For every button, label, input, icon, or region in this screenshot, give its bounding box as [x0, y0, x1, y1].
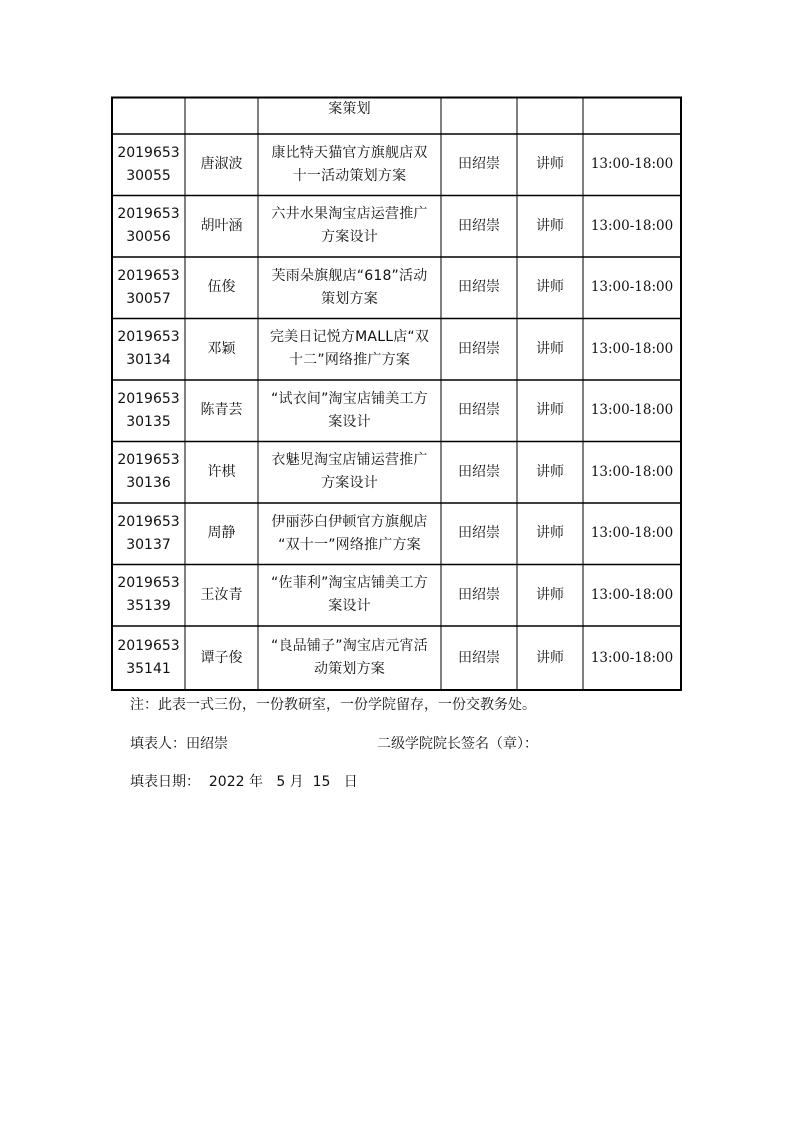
- thesis-title-line: “良品铺子”淘宝店元宵活: [271, 638, 428, 654]
- form-filler: 填表人：田绍崇: [130, 736, 228, 752]
- continuation-title-line: 案策划: [328, 100, 371, 117]
- student-id-line: 30055: [126, 167, 171, 184]
- student-id-line: 30137: [126, 536, 171, 553]
- student-id-cell: [112, 380, 185, 441]
- advisor-rank-cell: 讲师: [536, 525, 564, 541]
- advisor-cell: 田绍崇: [458, 525, 500, 541]
- student-name-cell: 王汝青: [200, 586, 243, 603]
- thesis-title-cell: [258, 319, 441, 380]
- student-name-cell: 唐淑波: [200, 156, 243, 172]
- thesis-title-line: 方案设计: [321, 229, 378, 245]
- student-id-line: 30057: [126, 290, 171, 307]
- student-id-cell: [112, 196, 185, 257]
- advisor-cell: 田绍崇: [458, 156, 500, 172]
- student-id-line: 2019653: [117, 144, 180, 161]
- thesis-title-line: “佐菲利”淘宝店铺美工方: [271, 575, 428, 591]
- student-id-line: 35139: [126, 598, 171, 614]
- thesis-title-cell: [258, 134, 441, 195]
- student-id-cell: [112, 257, 185, 318]
- defense-time-cell: 13:00-18:00: [590, 279, 674, 295]
- student-id-cell: [112, 319, 185, 380]
- student-id-cell: [112, 442, 185, 503]
- defense-time-cell: 13:00-18:00: [590, 525, 674, 541]
- advisor-cell: 田绍崇: [458, 463, 500, 480]
- advisor-rank-cell: 讲师: [536, 463, 564, 480]
- student-name-cell: 陈青芸: [200, 402, 243, 418]
- thesis-title-line: 策划方案: [321, 290, 378, 307]
- advisor-rank-cell: 讲师: [536, 402, 564, 418]
- student-id-line: 30135: [126, 413, 171, 430]
- student-id-line: 2019653: [117, 206, 180, 222]
- advisor-rank-cell: 讲师: [536, 279, 564, 295]
- thesis-title-cell: [258, 257, 441, 318]
- student-id-line: 2019653: [117, 452, 180, 468]
- thesis-title-line: 十一活动策划方案: [292, 167, 407, 184]
- student-name-cell: 周静: [207, 525, 236, 541]
- advisor-cell: 田绍崇: [458, 586, 500, 603]
- student-id-line: 2019653: [117, 638, 180, 654]
- thesis-title-line: 衣魅児淘宝店铺运营推广: [271, 452, 428, 468]
- continuation-title-cell: [258, 97, 441, 121]
- advisor-rank-cell: 讲师: [536, 217, 564, 234]
- defense-time-cell: 13:00-18:00: [590, 649, 674, 666]
- student-id-line: 30136: [126, 475, 171, 491]
- thesis-title-cell: [258, 380, 441, 441]
- defense-time-cell: 13:00-18:00: [590, 463, 674, 480]
- defense-time-cell: 13:00-18:00: [590, 586, 674, 603]
- defense-time-cell: 13:00-18:00: [590, 402, 674, 418]
- advisor-rank-cell: 讲师: [536, 340, 564, 357]
- advisor-rank-cell: 讲师: [536, 649, 564, 666]
- advisor-cell: 田绍崇: [458, 279, 500, 295]
- thesis-title-line: 六井水果淘宝店运营推广: [271, 206, 428, 222]
- thesis-title-line: “双十一”网络推广方案: [278, 536, 421, 553]
- student-id-line: 30056: [126, 229, 171, 245]
- advisor-cell: 田绍崇: [458, 402, 500, 418]
- thesis-title-line: 十二”网络推广方案: [288, 352, 411, 368]
- thesis-title-line: 康比特天猫官方旗舰店双: [271, 144, 428, 161]
- thesis-title-line: 完美日记悦方MALL店“双: [269, 329, 430, 345]
- student-name-cell: 邓颖: [207, 340, 236, 357]
- advisor-rank-cell: 讲师: [536, 586, 564, 603]
- student-id-line: 30134: [126, 352, 171, 368]
- defense-time-cell: 13:00-18:00: [590, 156, 674, 172]
- defense-time-cell: 13:00-18:00: [590, 217, 674, 234]
- thesis-title-line: 案设计: [328, 413, 371, 430]
- fill-date: 填表日期： 2022 年 5 月 15 日: [130, 774, 358, 790]
- thesis-title-cell: [258, 503, 441, 564]
- dean-signature-label: 二级学院院长签名（章）：: [377, 736, 538, 752]
- student-id-line: 2019653: [117, 575, 180, 591]
- student-name-cell: 许棋: [207, 463, 236, 480]
- student-id-line: 2019653: [117, 513, 180, 530]
- advisor-cell: 田绍崇: [458, 649, 500, 666]
- thesis-title-line: 案设计: [328, 598, 371, 614]
- student-id-cell: [112, 626, 185, 690]
- thesis-title-cell: [258, 626, 441, 690]
- thesis-title-cell: [258, 442, 441, 503]
- student-id-cell: [112, 565, 185, 626]
- thesis-title-line: 方案设计: [321, 475, 378, 491]
- thesis-title-line: 芙雨朵旗舰店“618”活动: [271, 267, 428, 284]
- advisor-cell: 田绍崇: [458, 340, 500, 357]
- thesis-title-line: 动策划方案: [314, 661, 385, 677]
- student-id-cell: [112, 134, 185, 195]
- student-id-cell: [112, 503, 185, 564]
- student-name-cell: 伍俊: [207, 279, 236, 295]
- student-id-line: 2019653: [117, 267, 180, 284]
- student-name-cell: 谭子俊: [200, 649, 243, 666]
- defense-time-cell: 13:00-18:00: [590, 340, 674, 357]
- student-id-line: 35141: [126, 661, 171, 677]
- student-id-line: 2019653: [117, 390, 180, 407]
- copies-note: 注：此表一式三份，一份教研室，一份学院留存，一份交教务处。: [130, 697, 536, 713]
- student-name-cell: 胡叶涵: [200, 217, 243, 234]
- thesis-title-line: “试衣间”淘宝店铺美工方: [271, 390, 428, 407]
- advisor-cell: 田绍崇: [458, 217, 500, 234]
- thesis-title-line: 伊丽莎白伊顿官方旗舰店: [271, 513, 428, 530]
- thesis-title-cell: [258, 565, 441, 626]
- student-id-line: 2019653: [117, 329, 180, 345]
- advisor-rank-cell: 讲师: [536, 156, 564, 172]
- thesis-title-cell: [258, 196, 441, 257]
